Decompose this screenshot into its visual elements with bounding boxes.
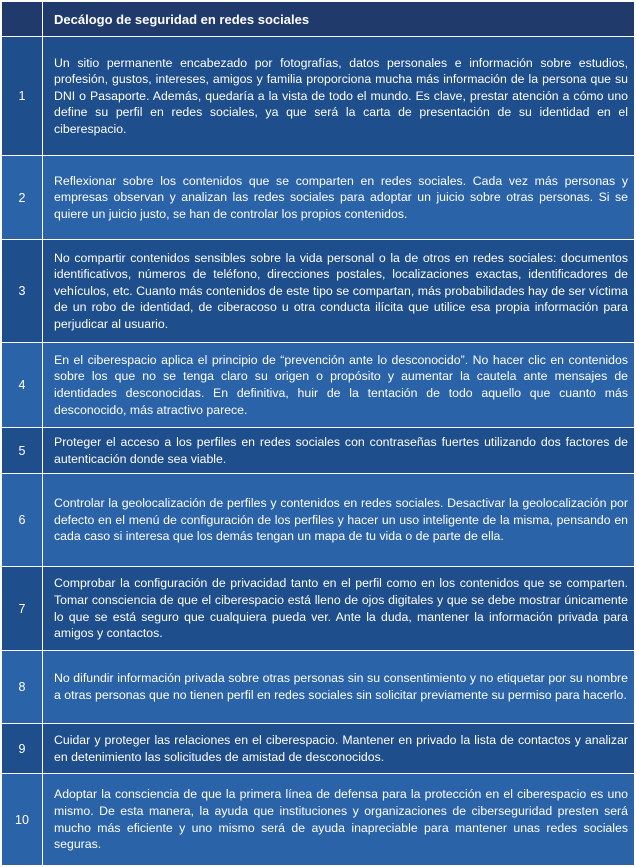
row-number: 10	[2, 774, 43, 866]
row-text: Adoptar la consciencia de que la primera línea de defensa para la protección en el ciberespacio es uno mismo. De esta manera, la ayuda que instituciones y organizaciones de ciberseguridad presten será mucho más eficiente y uno mismo será de ayuda inapreciable para mantener unas redes sociales seguras.	[43, 774, 635, 866]
security-decalogue-table	[1, 1, 635, 866]
row-number: 6	[2, 474, 43, 567]
table-header-row	[2, 2, 635, 37]
table-title: Decálogo de seguridad en redes sociales	[43, 2, 635, 37]
table-row	[2, 156, 635, 240]
row-text: Proteger el acceso a los perfiles en redes sociales con contraseñas fuertes utilizando dos factores de autenticación donde sea viable.	[43, 428, 635, 474]
row-text: No compartir contenidos sensibles sobre la vida personal o la de otros en redes sociales: documentos identificativos, números de teléfono, direcciones postales, localizaciones exactas, identificadores de vehículos, etc. Cuanto más contenidos de este tipo se compartan, más probabilidades hay de ser víctima de un robo de identidad, de ciberacoso u otra conducta ilícita que utilice esa propia información para perjudicar al usuario.	[43, 240, 635, 343]
table-row	[2, 474, 635, 567]
row-number: 5	[2, 428, 43, 474]
table-row	[2, 37, 635, 156]
row-text: En el ciberespacio aplica el principio de “prevención ante lo desconocido”. No hacer clic en contenidos sobre los que no se tenga claro su origen o propósito y aumentar la cautela ante mensajes de identidades desconocidas. En definitiva, huir de la tentación de todo aquello que cuanto más desconocido, más atractivo parece.	[43, 343, 635, 428]
row-text: Cuidar y proteger las relaciones en el ciberespacio. Mantener en privado la lista de contactos y analizar en detenimiento las solicitudes de amistad de desconocidos.	[43, 724, 635, 774]
row-number: 3	[2, 240, 43, 343]
table-row	[2, 724, 635, 774]
row-text: No difundir información privada sobre otras personas sin su consentimiento y no etiquetar por su nombre a otras personas que no tienen perfil en redes sociales sin solicitar previamente su permiso para hacerlo.	[43, 651, 635, 724]
row-number: 4	[2, 343, 43, 428]
row-text: Comprobar la configuración de privacidad tanto en el perfil como en los contenidos que se comparten. Tomar consciencia de que el ciberespacio está lleno de ojos digitales y que se debe mostrar únicamente lo que se está seguro que cualquiera pueda ver. Ante la duda, mantener la información privada para amigos y contactos.	[43, 567, 635, 651]
table-row	[2, 567, 635, 651]
row-number: 1	[2, 37, 43, 156]
row-text: Controlar la geolocalización de perfiles y contenidos en redes sociales. Desactivar la geolocalización por defecto en el menú de configuración de los perfiles y hacer un uso inteligente de la misma, pensando en cada caso si interesa que los demás tengan un mapa de tu vida o de parte de ella.	[43, 474, 635, 567]
row-number: 2	[2, 156, 43, 240]
row-number: 8	[2, 651, 43, 724]
table-row	[2, 240, 635, 343]
row-number: 7	[2, 567, 43, 651]
table-row	[2, 428, 635, 474]
row-text: Un sitio permanente encabezado por fotografías, datos personales e información sobre estudios, profesión, gustos, intereses, amigos y familia proporciona mucha más información de la persona que su DNI o Pasaporte. Además, quedaría a la vista de todo el mundo. Es clave, prestar atención a cómo uno define su perfil en redes sociales, ya que será la carta de presentación de su identidad en el ciberespacio.	[43, 37, 635, 156]
table-row	[2, 651, 635, 724]
row-text: Reflexionar sobre los contenidos que se comparten en redes sociales. Cada vez más personas y empresas observan y analizan las redes sociales para adoptar un juicio sobre otras personas. Si se quiere un juicio justo, se han de controlar los propios contenidos.	[43, 156, 635, 240]
table-row	[2, 343, 635, 428]
table-row	[2, 774, 635, 866]
row-number: 9	[2, 724, 43, 774]
header-number-cell	[2, 2, 43, 37]
